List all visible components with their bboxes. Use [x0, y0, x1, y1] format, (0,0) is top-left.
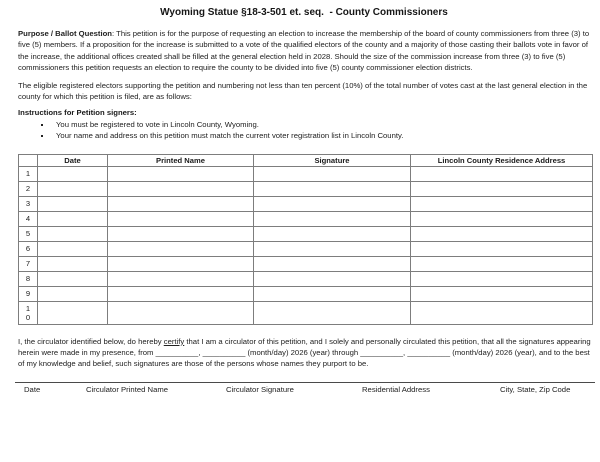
signature-cell	[254, 196, 411, 211]
printed-name-cell	[108, 301, 254, 324]
instruction-item: ▪ You must be registered to vote in Lincoln County, Wyoming.	[52, 119, 590, 130]
printed-name-cell	[108, 256, 254, 271]
header-date: Date	[38, 154, 108, 166]
document-title: Wyoming Statue §18-3-501 et. seq. - County Commissioners	[160, 7, 448, 18]
row-number: 7	[19, 256, 38, 271]
signature-table	[18, 154, 593, 325]
signature-cell	[254, 211, 411, 226]
header-signature: Signature	[254, 154, 411, 166]
circulator-signature-labels	[18, 385, 590, 399]
date-cell	[38, 166, 108, 181]
signature-table-header-row	[19, 154, 593, 166]
signature-cell	[254, 256, 411, 271]
row-number: 9	[19, 286, 38, 301]
circulator-printed-name-label: Circulator Printed Name	[86, 384, 169, 394]
signature-cell	[254, 241, 411, 256]
date-cell	[38, 256, 108, 271]
signature-cell	[254, 166, 411, 181]
signature-cell	[254, 226, 411, 241]
address-cell	[411, 166, 593, 181]
date-cell	[38, 196, 108, 211]
row-number: 2	[19, 181, 38, 196]
signature-row	[19, 271, 593, 286]
header-row-number	[19, 154, 38, 166]
circulator-statement	[18, 336, 592, 370]
signature-row	[19, 301, 593, 324]
row-number: 3	[19, 196, 38, 211]
statement-after-certify: that I am a circulator of this petition, and I solely and personally circulated this petition, that all the signatures appearing herein were made in my presence, from __________, __________ (month/day) 2026 (year) through __________, __________ (month/day) 2026 (year), and to the best of my knowledge and belief, such signatures are those of the persons whose names they purport to be.	[18, 336, 591, 369]
printed-name-cell	[108, 226, 254, 241]
instructions-section	[18, 107, 590, 141]
signature-row	[19, 286, 593, 301]
certify-word: certify	[163, 336, 185, 346]
circulator-signature-label: Circulator Signature	[226, 384, 294, 394]
signature-cell	[254, 301, 411, 324]
printed-name-cell	[108, 196, 254, 211]
address-cell	[411, 181, 593, 196]
address-cell	[411, 211, 593, 226]
purpose-label: Purpose / Ballot Question	[18, 29, 112, 38]
row-number: 6	[19, 241, 38, 256]
purpose-text: : This petition is for the purpose of requesting an election to increase the membership of the board of county commissioners from three (3) to five (5) members. If a proposition for the increase is submitted to a vote of the qualified electors of the county and a majority of those casting their ballots vote in favor of the increase, the additional offices created shall be filled at the general election held in 2028. Should the size of the commission increase from three (3) to five (5) commissioners this petition requests an election to require the county to be divided into five (5) county commissioner election districts.	[18, 29, 590, 73]
address-cell	[411, 286, 593, 301]
signature-cell	[254, 271, 411, 286]
date-cell	[38, 241, 108, 256]
date-cell	[38, 286, 108, 301]
row-number: 10	[19, 301, 38, 324]
date-cell	[38, 301, 108, 324]
residential-address-label: Residential Address	[362, 384, 430, 394]
signature-row	[19, 181, 593, 196]
printed-name-cell	[108, 271, 254, 286]
signature-row	[19, 166, 593, 181]
date-cell	[38, 271, 108, 286]
date-cell	[38, 181, 108, 196]
circulator-signature-rule	[15, 382, 595, 383]
instructions-list	[18, 119, 590, 142]
printed-name-cell	[108, 181, 254, 196]
instruction-item: ▪ Your name and address on this petition must match the current voter registration list in Lincoln County.	[52, 130, 590, 141]
address-cell	[411, 301, 593, 324]
date-cell	[38, 211, 108, 226]
city-state-zip-label: City, State, Zip Code	[500, 384, 571, 394]
row-number: 8	[19, 271, 38, 286]
signature-cell	[254, 286, 411, 301]
purpose-paragraph	[18, 28, 590, 74]
address-cell	[411, 241, 593, 256]
address-cell	[411, 196, 593, 211]
address-cell	[411, 226, 593, 241]
row-number: 1	[19, 166, 38, 181]
instructions-heading: Instructions for Petition signers:	[18, 108, 137, 118]
signature-row	[19, 226, 593, 241]
signature-row	[19, 211, 593, 226]
header-printed-name: Printed Name	[108, 154, 254, 166]
printed-name-cell	[108, 166, 254, 181]
row-number: 4	[19, 211, 38, 226]
printed-name-cell	[108, 211, 254, 226]
signature-cell	[254, 181, 411, 196]
date-cell	[38, 226, 108, 241]
header-residence-address: Lincoln County Residence Address	[411, 154, 593, 166]
signature-row	[19, 241, 593, 256]
circulator-date-label: Date	[24, 384, 41, 394]
statement-before-certify: I, the circulator identified below, do hereby	[18, 336, 164, 346]
printed-name-cell	[108, 241, 254, 256]
electors-paragraph: The eligible registered electors supporting the petition and numbering not less than ten percent (10%) of the total number of votes cast at the last general election in the county for which this petition is filed, are as follows:	[18, 80, 588, 102]
address-cell	[411, 271, 593, 286]
signature-row	[19, 196, 593, 211]
printed-name-cell	[108, 286, 254, 301]
row-number: 5	[19, 226, 38, 241]
signature-row	[19, 256, 593, 271]
address-cell	[411, 256, 593, 271]
